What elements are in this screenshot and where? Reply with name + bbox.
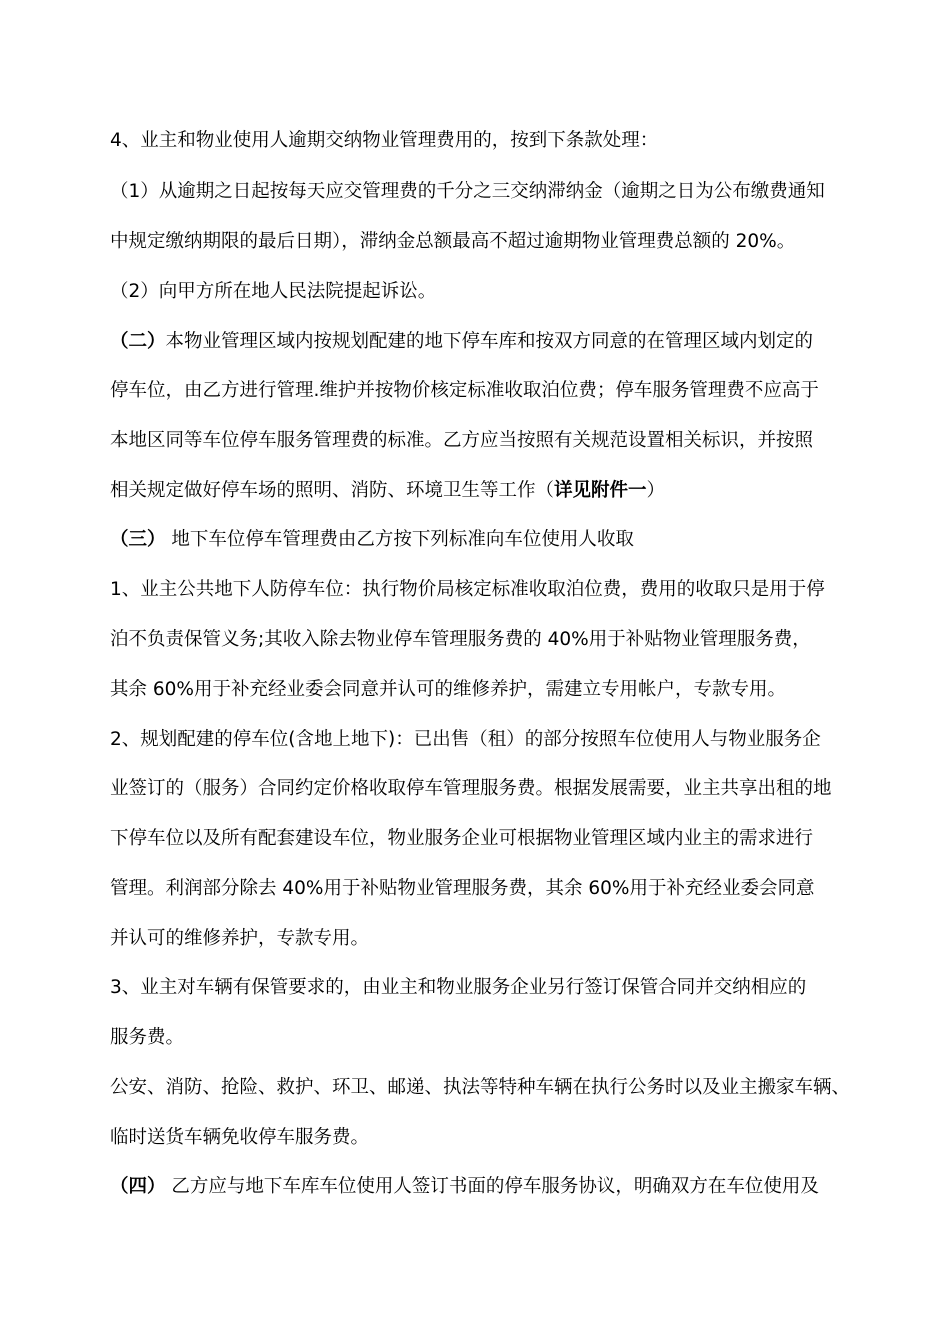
paragraph-line: 下停车位以及所有配套建设车位，物业服务企业可根据物业管理区域内业主的需求进行 <box>110 828 814 849</box>
paragraph-line: 临时送货车辆免收停车服务费。 <box>110 1127 370 1148</box>
paragraph-line: 4、业主和物业使用人逾期交纳物业管理费用的，按到下条款处理： <box>110 130 659 151</box>
paragraph-line: 管理。利润部分除去 40%用于补贴物业管理服务费，其余 60%用于补充经业委会同意 <box>110 878 815 899</box>
section-heading-line: （二）本物业管理区域内按规划配建的地下停车库和按双方同意的在管理区域内划定的 <box>110 331 814 352</box>
paragraph-line: 停车位，由乙方进行管理.维护并按物价核定标准收取泊位费；停车服务管理费不应高于 <box>110 380 819 401</box>
paragraph-line: 业签订的（服务）合同约定价格收取停车管理服务费。根据发展需要，业主共享出租的地 <box>110 778 832 799</box>
paragraph-line: 中规定缴纳期限的最后日期），滞纳金总额最高不超过逾期物业管理费总额的 20%。 <box>110 231 796 252</box>
attachment-reference: 详见附件一 <box>554 480 647 501</box>
section-number: （四） <box>110 1176 166 1197</box>
paragraph-line: 3、业主对车辆有保管要求的，由业主和物业服务企业另行签订保管合同并交纳相应的 <box>110 977 807 998</box>
paragraph-line: 2、规划配建的停车位(含地上地下)：已出售（租）的部分按照车位使用人与物业服务企 <box>110 729 821 750</box>
paragraph-line: 其余 60%用于补充经业委会同意并认可的维修养护，需建立专用帐户，专款专用。 <box>110 679 787 700</box>
paragraph-line: （2）向甲方所在地人民法院提起诉讼。 <box>110 281 437 302</box>
section-number: （二） <box>110 331 166 352</box>
paragraph-line: 1、业主公共地下人防停车位：执行物价局核定标准收取泊位费，费用的收取只是用于停 <box>110 579 825 600</box>
paragraph-line: 相关规定做好停车场的照明、消防、环境卫生等工作（详见附件一） <box>110 480 666 501</box>
section-heading-line: （四） 乙方应与地下车库车位使用人签订书面的停车服务协议，明确双方在车位使用及 <box>110 1176 819 1197</box>
paragraph-line: 并认可的维修养护，专款专用。 <box>110 928 370 949</box>
section-number: （三） <box>110 529 166 550</box>
section-heading-line: （三） 地下车位停车管理费由乙方按下列标准向车位使用人收取 <box>110 529 634 550</box>
paragraph-line: 泊不负责保管义务;其收入除去物业停车管理服务费的 40%用于补贴物业管理服务费， <box>110 629 811 650</box>
paragraph-line: 服务费。 <box>110 1027 185 1048</box>
paragraph-line: 本地区同等车位停车服务管理费的标准。乙方应当按照有关规范设置相关标识，并按照 <box>110 430 814 451</box>
paragraph-line: 公安、消防、抢险、救护、环卫、邮递、执法等特种车辆在执行公务时以及业主搬家车辆、 <box>110 1077 851 1098</box>
paragraph-line: （1）从逾期之日起按每天应交管理费的千分之三交纳滞纳金（逾期之日为公布缴费通知 <box>110 181 825 202</box>
